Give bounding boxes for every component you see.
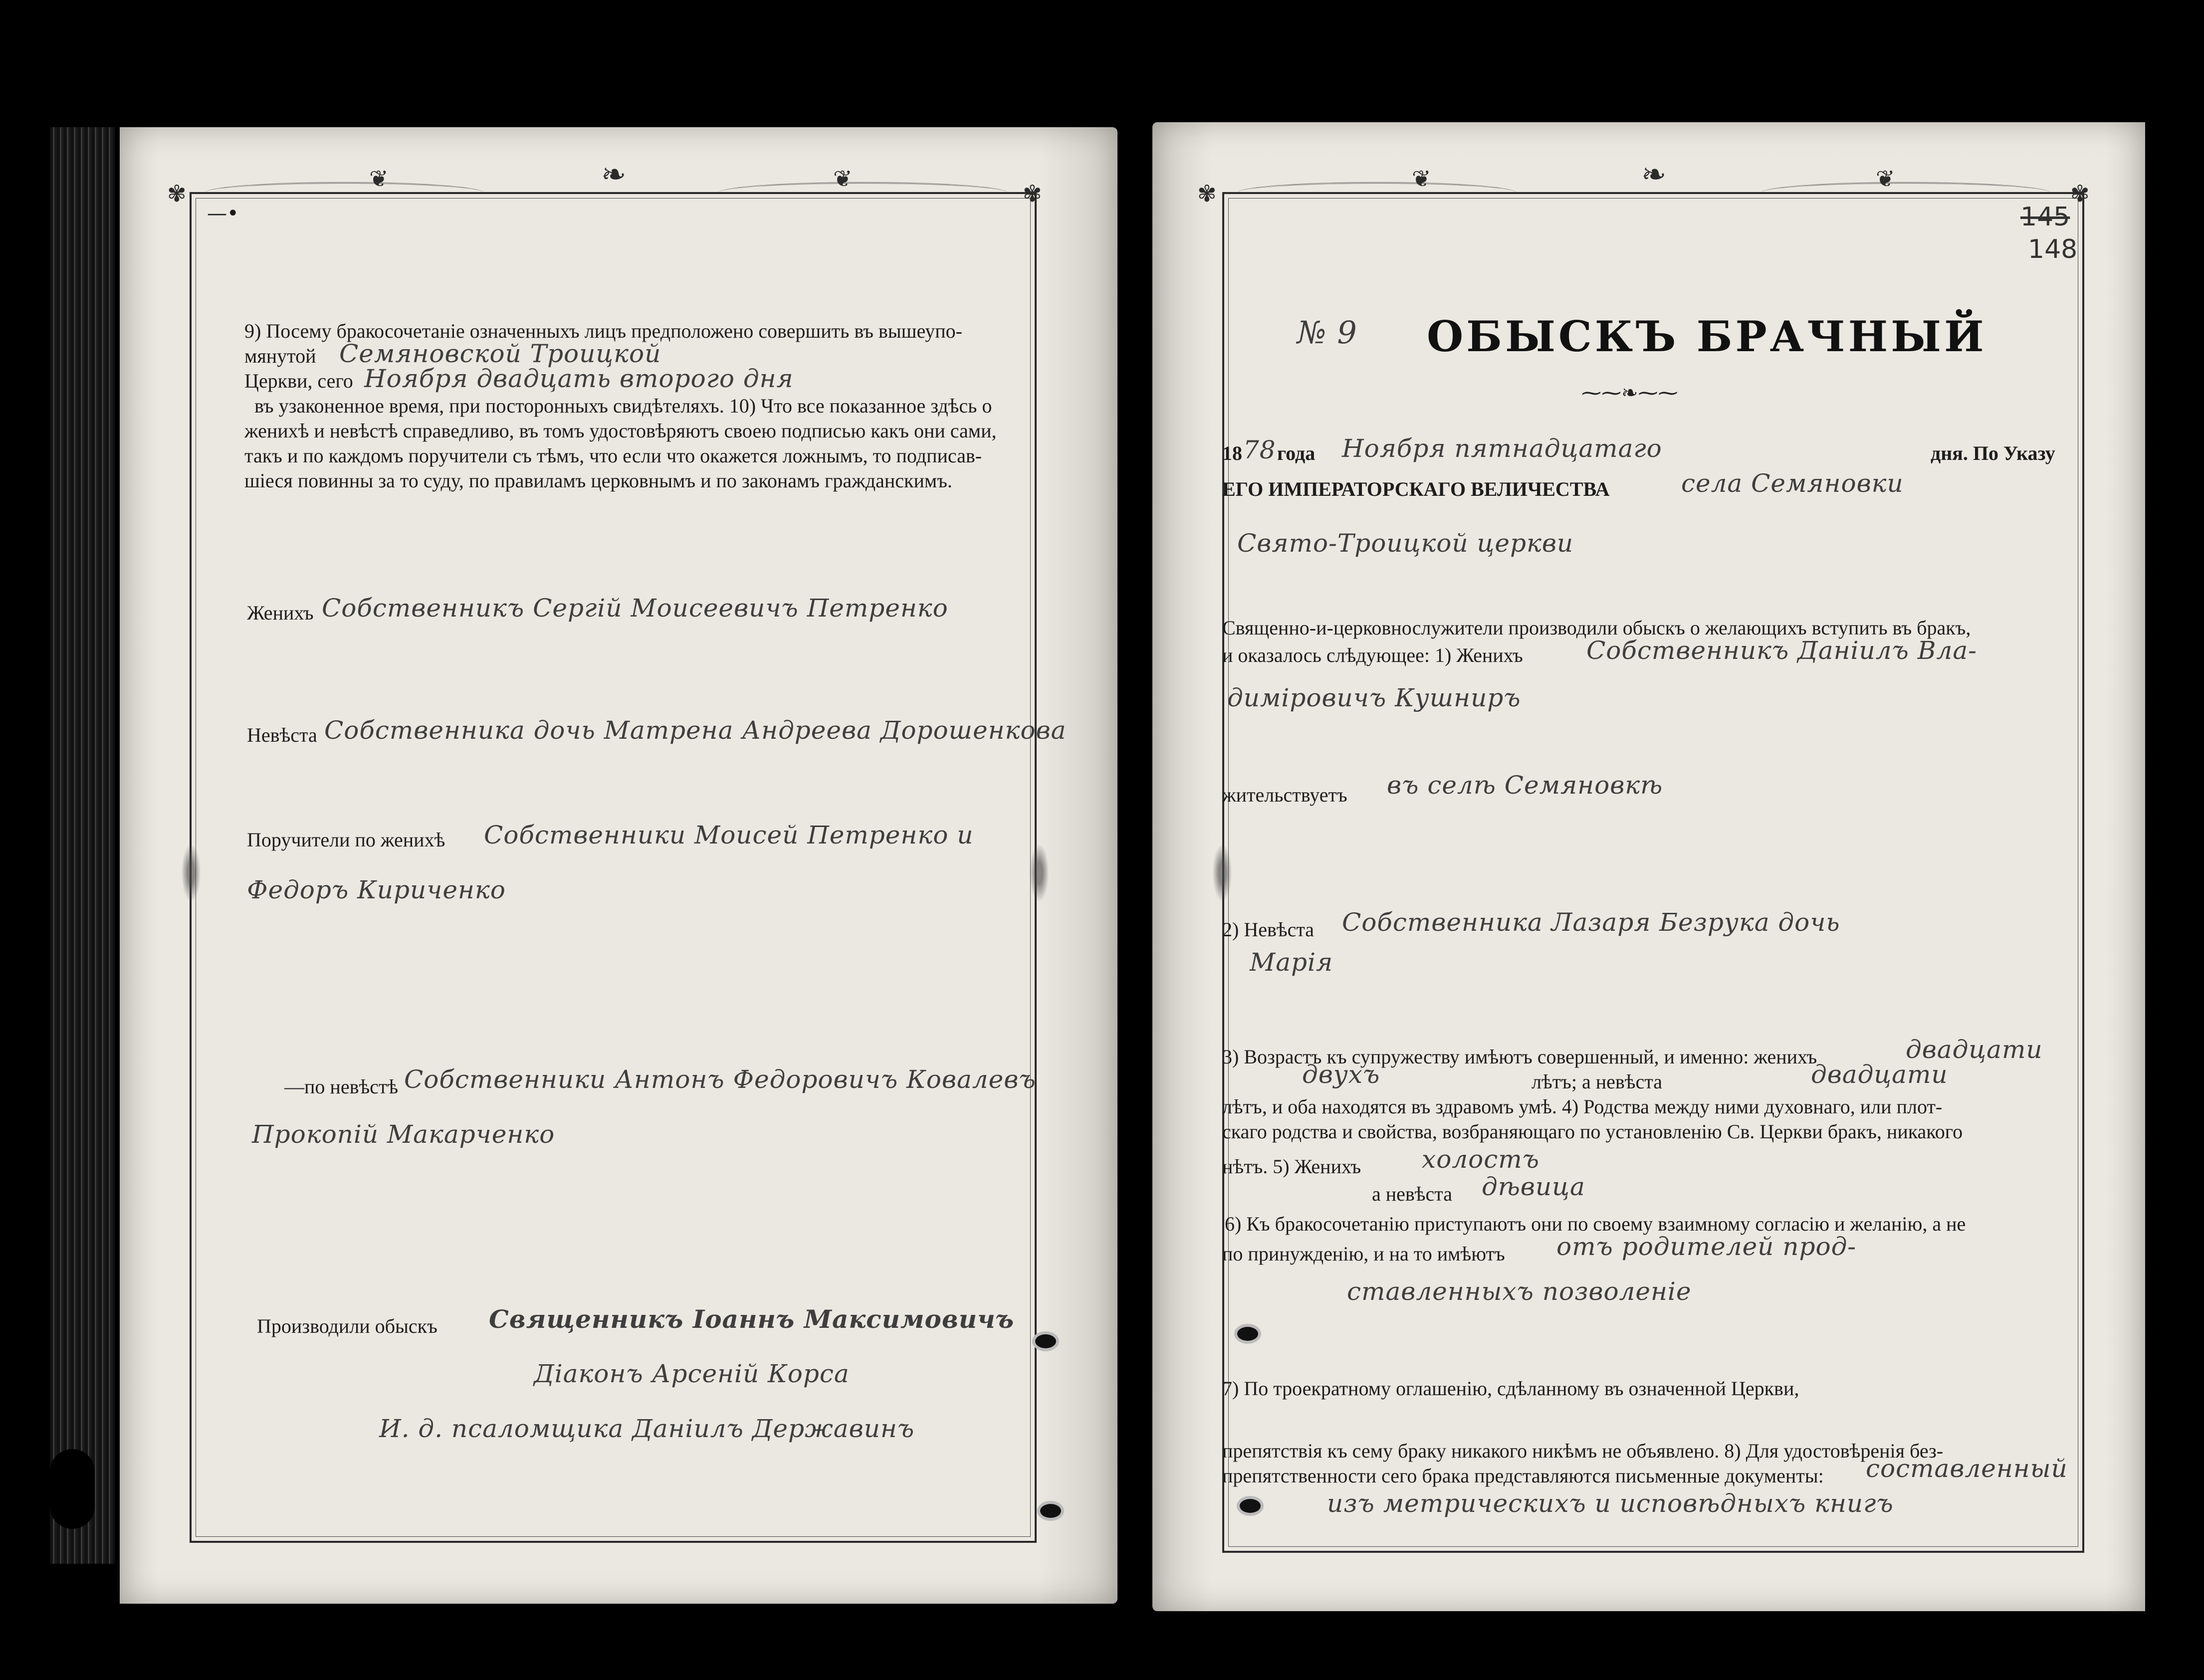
- paragraph-line: такъ и по каждомъ поручители съ тѣмъ, что если что окажется ложнымъ, то подписав-: [244, 444, 982, 467]
- priest-signature: Священникъ Іоаннъ Максимовичъ: [489, 1304, 1015, 1334]
- groom-handwritten: диміровичъ Кушниръ: [1227, 683, 1521, 712]
- paragraph-line: въ узаконенное время, при посторонныхъ свидѣтеляхъ. 10) Что все показанное здѣсь о: [254, 395, 992, 417]
- ink-mark: —•: [207, 202, 239, 225]
- paragraph-line: женихѣ и невѣстѣ справедливо, въ томъ удостовѣряютъ своею подписью какъ они сами,: [244, 420, 997, 442]
- consent-handwritten: отъ родителей прод-: [1556, 1232, 1857, 1261]
- year-prefix: 18: [1222, 442, 1242, 464]
- age-bride-handwritten: двадцати: [1811, 1060, 1948, 1089]
- age-line: 3) Возрастъ къ супружеству имѣютъ совершенный, и именно: женихъ: [1222, 1046, 1817, 1068]
- bride-guarantors-label: —по невѣстѣ: [284, 1075, 399, 1098]
- psalmist-signature: И. д. псаломщика Даніилъ Державинъ: [379, 1414, 915, 1443]
- top-ornament-left-icon: ❦: [369, 165, 389, 192]
- paragraph-line: Церкви, сего: [244, 370, 353, 392]
- groom-label: Женихъ: [247, 602, 314, 624]
- proclamation-line: 7) По троекратному оглашенію, сдѣланному въ означенной Церкви,: [1222, 1377, 1799, 1400]
- bride-handwritten: Марія: [1250, 948, 1333, 977]
- documents-handwritten: составленный: [1866, 1454, 2068, 1483]
- paragraph-line: шіеся повинны за то суду, по правиламъ церковнымъ и по законамъ гражданскимъ.: [244, 469, 952, 492]
- side-ornament: [1210, 836, 1235, 910]
- groom-handwritten: Собственникъ Даніилъ Вла-: [1586, 636, 1978, 665]
- bride-status-label: а невѣста: [1372, 1183, 1452, 1205]
- date-handwritten: Ноября двадцать второго дня: [364, 364, 794, 393]
- age-line: лѣтъ; а невѣста: [1532, 1070, 1662, 1093]
- age-line: лѣтъ, и оба находятся въ здравомъ умѣ. 4) Родства между ними духовнаго, или плот-: [1222, 1095, 1943, 1118]
- deacon-signature: Діаконъ Арсеній Корса: [534, 1359, 850, 1388]
- bride-guarantors-handwritten: Прокопій Макарченко: [252, 1120, 555, 1149]
- document-title: ОБЫСКЪ БРАЧНЫЙ: [1427, 312, 1987, 361]
- corner-ornament-icon: ✾: [1197, 180, 1217, 207]
- right-page: [1152, 122, 2145, 1611]
- top-ornament-left-icon: ❦: [1412, 165, 1431, 192]
- title-flourish-icon: ⁓⁓❧⁓⁓: [1581, 382, 1678, 405]
- page-number-crossed: 145: [2020, 202, 2070, 232]
- year-handwritten: 78: [1243, 435, 1276, 464]
- bride-guarantors-handwritten: Собственники Антонъ Федоровичъ Ковалевъ: [404, 1065, 1036, 1094]
- binding-hole: [1040, 1504, 1061, 1518]
- scanner-thumb: [50, 1449, 95, 1529]
- binding-hole: [1240, 1499, 1261, 1513]
- scroll-ornament: [1761, 182, 2050, 204]
- day-label: дня. По Указу: [1931, 442, 2055, 464]
- residence-label: жительствуетъ: [1222, 784, 1347, 806]
- groom-guarantors-handwritten: Федоръ Кириченко: [247, 875, 506, 904]
- crest-ornament-icon: ❧: [1641, 157, 1667, 192]
- village-handwritten: села Семяновки: [1681, 469, 1904, 498]
- bride-status-handwritten: дѣвица: [1482, 1172, 1585, 1201]
- church-name-handwritten: Семяновской Троицкой: [339, 339, 661, 368]
- left-page: [120, 127, 1117, 1604]
- record-number: № 9: [1297, 314, 1357, 351]
- consent-line: по принужденію, и на то имѣютъ: [1222, 1243, 1505, 1265]
- residence-handwritten: въ селѣ Семяновкѣ: [1387, 771, 1663, 800]
- groom-status-handwritten: холостъ: [1422, 1145, 1540, 1174]
- obstacle-line: препятственности сего брака представляются письменные документы:: [1222, 1465, 1824, 1487]
- book-spine: [50, 127, 115, 1564]
- corner-ornament-icon: ✾: [167, 180, 187, 207]
- scroll-ornament: [718, 182, 1008, 204]
- crest-ornament-icon: ❧: [601, 157, 627, 192]
- year-label: года: [1277, 442, 1316, 464]
- age-groom-handwritten: двадцати: [1906, 1035, 2043, 1064]
- corner-ornament-icon: ✾: [2070, 180, 2090, 207]
- bride-handwritten: Собственника Лазаря Безрука дочь: [1342, 908, 1840, 937]
- top-ornament-right-icon: ❦: [1876, 165, 1895, 192]
- documents-handwritten: изъ метрическихъ и исповѣдныхъ книгъ: [1327, 1489, 1894, 1518]
- side-ornament: [1027, 836, 1052, 910]
- page-number: 148: [2028, 234, 2078, 264]
- age-groom-handwritten: двухъ: [1302, 1060, 1380, 1089]
- majesty-line: ЕГО ИМПЕРАТОРСКАГО ВЕЛИЧЕСТВА: [1222, 478, 1610, 500]
- top-ornament-right-icon: ❦: [833, 165, 853, 192]
- corner-ornament-icon: ✾: [1023, 180, 1042, 207]
- age-line: скаго родства и свойства, возбраняющаго по установленію Св. Церкви бракъ, никакого: [1222, 1120, 1963, 1143]
- paragraph-line: мянутой: [244, 345, 316, 367]
- paragraph-line: 9) Посему бракосочетаніе означенныхъ лицъ предположено совершить въ вышеупо-: [244, 320, 962, 342]
- scroll-ornament: [205, 182, 484, 204]
- clergy-line: и оказалось слѣдующее: 1) Женихъ: [1222, 644, 1523, 666]
- groom-guarantors-handwritten: Собственники Моисей Петренко и: [484, 821, 974, 849]
- month-handwritten: Ноября пятнадцатаго: [1342, 434, 1662, 463]
- scroll-ornament: [1237, 182, 1517, 204]
- performers-label: Производили обыскъ: [257, 1315, 438, 1337]
- clergy-line: Священно-и-церковнослужители производили обыскъ о желающихъ вступить въ бракъ,: [1222, 617, 1971, 639]
- age-line: нѣтъ. 5) Женихъ: [1222, 1155, 1361, 1178]
- obstacle-line: препятствія къ сему браку никакого никѣмъ не объявлено. 8) Для удостовѣренія без-: [1222, 1440, 1944, 1462]
- bride-label: 2) Невѣста: [1222, 918, 1315, 941]
- church-handwritten: Свято-Троицкой церкви: [1237, 529, 1574, 558]
- bride-handwritten: Собственника дочь Матрена Андреева Дорошенкова: [324, 716, 1067, 745]
- consent-line: 6) Къ бракосочетанію приступаютъ они по своему взаимному согласію и желанію, а не: [1225, 1213, 1966, 1235]
- groom-handwritten: Собственникъ Сергій Моисеевичъ Петренко: [322, 594, 948, 623]
- bride-label: Невѣста: [247, 724, 317, 746]
- groom-guarantors-label: Поручители по женихѣ: [247, 829, 445, 851]
- consent-handwritten: ставленныхъ позволеніе: [1347, 1277, 1692, 1306]
- binding-hole: [1035, 1334, 1056, 1348]
- side-ornament: [179, 836, 204, 910]
- binding-hole: [1237, 1327, 1258, 1341]
